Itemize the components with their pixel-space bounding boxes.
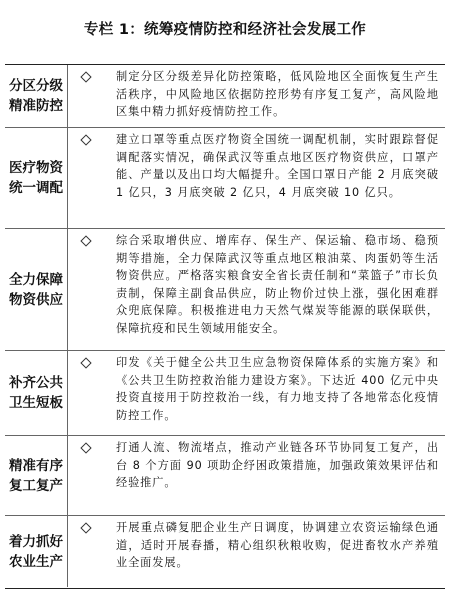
row-content bbox=[68, 351, 445, 435]
row-label-line: 分区分级 bbox=[9, 78, 63, 94]
row-label bbox=[5, 516, 68, 587]
column-title: 专栏 1：统筹疫情防控和经济社会发展工作 bbox=[83, 22, 367, 38]
row-label-line: 统一调配 bbox=[9, 180, 63, 196]
row-label bbox=[5, 128, 68, 228]
row-label-line: 复工复产 bbox=[9, 477, 63, 494]
diamond-bullet-icon bbox=[80, 71, 91, 82]
row-content bbox=[68, 436, 445, 515]
row-label-line: 物资供应 bbox=[9, 291, 63, 308]
diamond-bullet-icon bbox=[80, 134, 91, 145]
row-content bbox=[68, 229, 445, 350]
row-label-line: 全力保障 bbox=[9, 271, 63, 288]
row-label bbox=[5, 229, 68, 350]
row-text: 打通人流、物流堵点，推动产业链各环节协同复工复产，出台 8 个方面 90 项助企纾困政策措施，加强政策效果评估和经验推广。 bbox=[116, 441, 439, 489]
row-label bbox=[5, 351, 68, 435]
row-label-line: 精准防控 bbox=[9, 98, 63, 114]
row-label-line: 精准有序 bbox=[9, 457, 63, 474]
row-text: 制定分区分级差异化防控策略，低风险地区全面恢复生产生活秩序，中风险地区依据防控形势有序复工复产，高风险地区集中精力抓好疫情防控工作。 bbox=[116, 70, 439, 118]
diamond-bullet-icon bbox=[80, 522, 91, 533]
row-label bbox=[5, 436, 68, 515]
table-row bbox=[5, 515, 445, 587]
row-text: 印发《关于健全公共卫生应急物资保障体系的实施方案》和《公共卫生防控救治能力建设方案》。下达近 400 亿元中央投资直接用于防控救治一线，有力地支持了各地常态化疫情防控工作。 bbox=[116, 356, 439, 422]
row-text: 开展重点磷复肥企业生产日调度，协调建立农资运输绿色通道，适时开展春播，精心组织秋粮收购，促进畜牧水产养殖业全面发展。 bbox=[116, 521, 439, 569]
row-label-line: 医疗物资 bbox=[9, 160, 63, 176]
row-content bbox=[68, 128, 445, 228]
table-row bbox=[5, 127, 445, 228]
diamond-bullet-icon bbox=[80, 235, 91, 246]
row-label-line: 农业生产 bbox=[9, 553, 63, 570]
measures-table bbox=[5, 64, 445, 589]
table-row bbox=[5, 65, 445, 127]
row-text: 综合采取增供应、增库存、保生产、保运输、稳市场、稳预期等措施，全力保障武汉等重点地区粮油菜、肉蛋奶等生活物资供应。严格落实粮食安全省长责任制和“菜篮子”市长负责制，保障主副食品供应，防止物价过快上涨，强化困难群众兜底保障。积极推进电力天然气煤炭等能源的联保联供，保障抗疫和民生领域用能安全。 bbox=[116, 234, 439, 335]
row-content bbox=[68, 65, 445, 127]
diamond-bullet-icon bbox=[80, 357, 91, 368]
table-row bbox=[5, 228, 445, 350]
row-label-line: 卫生短板 bbox=[9, 395, 63, 411]
row-label bbox=[5, 65, 68, 127]
row-label-line: 补齐公共 bbox=[9, 375, 63, 391]
row-label-line: 着力抓好 bbox=[9, 533, 63, 550]
row-text: 建立口罩等重点医疗物资全国统一调配机制，实时跟踪督促调配落实情况，确保武汉等重点地区医疗物资供应，口罩产能、产量以及出口均大幅提升。全国口罩日产能 2 月底突破 1 亿只，3 月底突破 2 亿只，4 月底突破 10 亿只。 bbox=[116, 133, 439, 199]
diamond-bullet-icon bbox=[80, 442, 91, 453]
table-row bbox=[5, 350, 445, 435]
row-content bbox=[68, 516, 445, 587]
table-row bbox=[5, 435, 445, 515]
